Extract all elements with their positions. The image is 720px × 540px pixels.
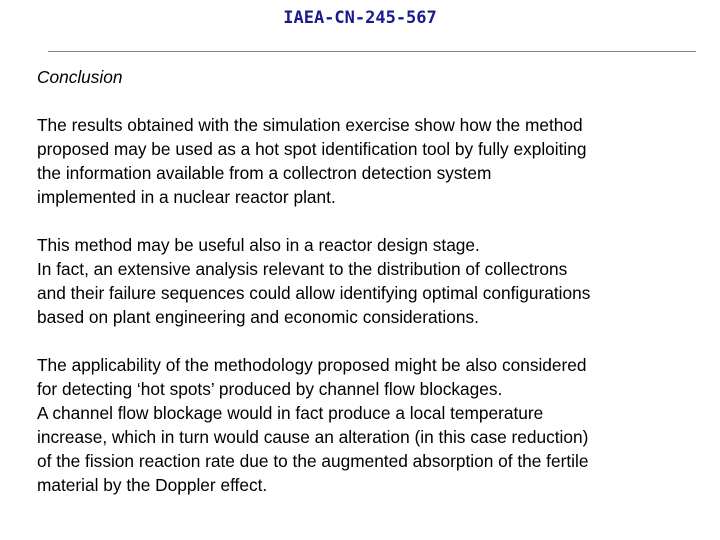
paragraph-design-stage — [37, 233, 697, 329]
text-line: The applicability of the methodology proposed might be also considered — [37, 355, 587, 375]
text-line: increase, which in turn would cause an alteration (in this case reduction) — [37, 427, 589, 447]
paragraph-results — [37, 113, 697, 209]
page-header-title: IAEA-CN-245-567 — [283, 8, 437, 28]
text-line: proposed may be used as a hot spot identification tool by fully exploiting — [37, 139, 587, 159]
section-heading: Conclusion — [37, 67, 123, 87]
text-line: material by the Doppler effect. — [37, 475, 268, 495]
header-divider — [48, 51, 696, 52]
text-line: for detecting ‘hot spots’ produced by channel flow blockages. — [37, 379, 503, 399]
text-line: implemented in a nuclear reactor plant. — [37, 187, 336, 207]
text-line: This method may be useful also in a reactor design stage. — [37, 235, 480, 255]
text-line: of the fission reaction rate due to the augmented absorption of the fertile — [37, 451, 589, 471]
paragraph-applicability — [37, 353, 697, 497]
text-line: A channel flow blockage would in fact produce a local temperature — [37, 403, 544, 423]
text-line: the information available from a collectron detection system — [37, 163, 492, 183]
slide-content — [37, 65, 697, 521]
text-line: and their failure sequences could allow identifying optimal configurations — [37, 283, 591, 303]
text-line: based on plant engineering and economic considerations. — [37, 307, 479, 327]
text-line: In fact, an extensive analysis relevant to the distribution of collectrons — [37, 259, 568, 279]
text-line: The results obtained with the simulation exercise show how the method — [37, 115, 583, 135]
